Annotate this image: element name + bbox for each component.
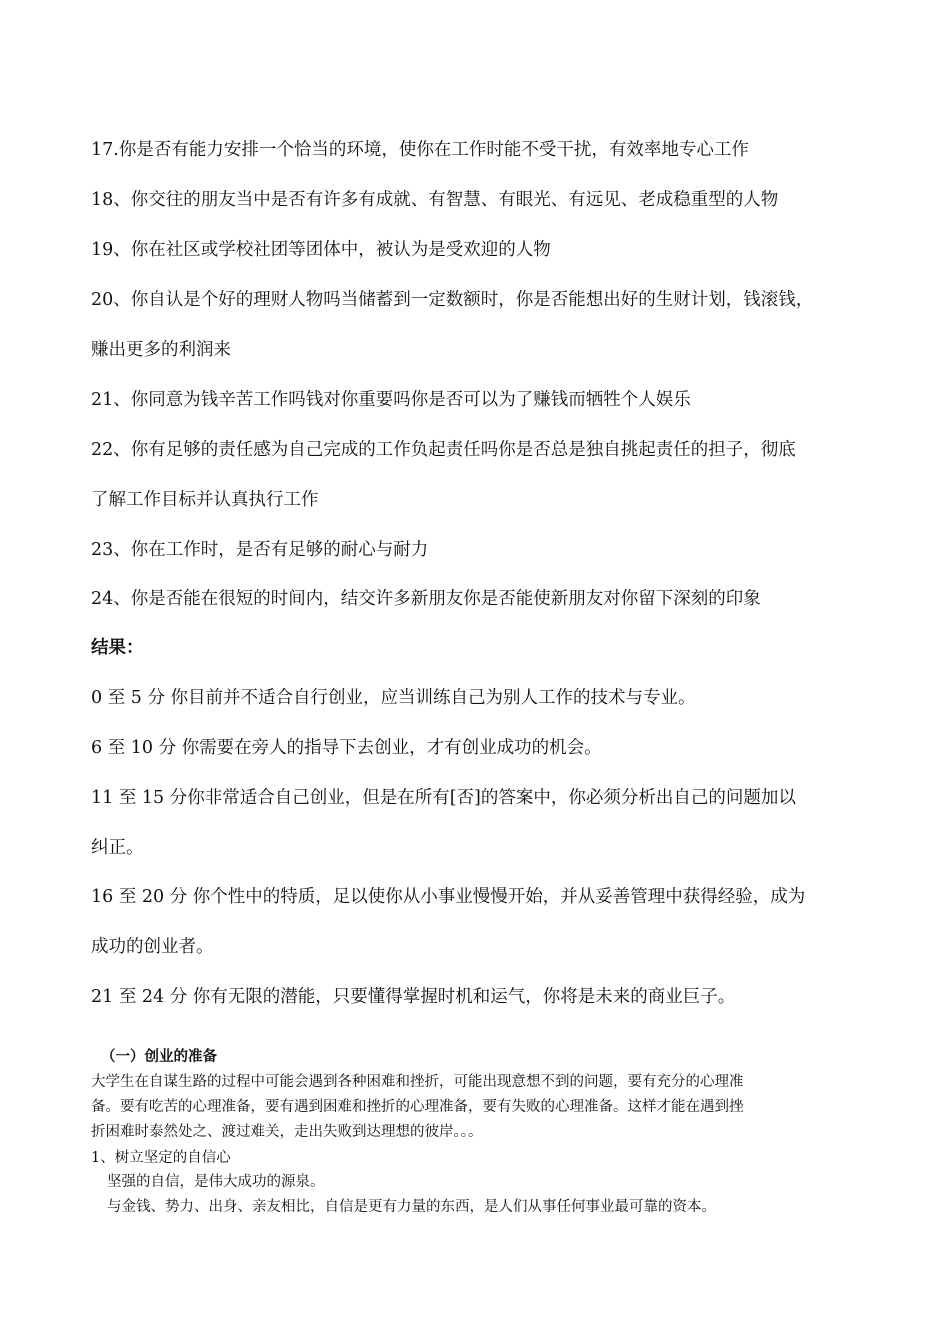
result-16-20-line-1: 16 至 20 分 你个性中的特质，足以使你从小事业慢慢开始，并从妥善管理中获得经验，成为	[91, 887, 806, 907]
point-1-line-1: 坚强的自信，是伟大成功的源泉。	[107, 1174, 325, 1190]
results-heading: 结果：	[91, 638, 144, 658]
result-21-24: 21 至 24 分 你有无限的潜能，只要懂得掌握时机和运气，你将是未来的商业巨子。	[91, 987, 736, 1007]
section-intro-line-2: 备。要有吃苦的心理准备，要有遇到困难和挫折的心理准备，要有失败的心理准备。这样才能在遇到挫	[91, 1099, 744, 1115]
section-intro-line-3: 折困难时泰然处之、渡过难关，走出失败到达理想的彼岸。。。	[91, 1124, 483, 1140]
question-21: 21、你同意为钱辛苦工作吗钱对你重要吗你是否可以为了赚钱而牺牲个人娱乐	[91, 390, 691, 410]
question-22-line-2: 了解工作目标并认真执行工作	[91, 490, 319, 510]
question-24: 24、你是否能在很短的时间内，结交许多新朋友你是否能使新朋友对你留下深刻的印象	[91, 589, 761, 609]
question-20-line-2: 赚出更多的利润来	[91, 340, 231, 360]
question-22-line-1: 22、你有足够的责任感为自己完成的工作负起责任吗你是否总是独自挑起责任的担子，彻底	[91, 440, 796, 460]
point-1-title: 1、树立坚定的自信心	[91, 1150, 231, 1166]
question-19: 19、你在社区或学校社团等团体中，被认为是受欢迎的人物	[91, 240, 551, 260]
result-11-15-line-1: 11 至 15 分你非常适合自己创业，但是在所有[否]的答案中，你必须分析出自己的问题加以	[91, 788, 796, 808]
result-11-15-line-2: 纠正。	[91, 838, 144, 858]
question-20-line-1: 20、你自认是个好的理财人物吗当储蓄到一定数额时，你是否能想出好的生财计划，钱滚钱，	[91, 290, 814, 310]
result-6-10: 6 至 10 分 你需要在旁人的指导下去创业，才有创业成功的机会。	[91, 738, 602, 758]
section-heading: （一）创业的准备	[101, 1049, 217, 1065]
point-1-line-2: 与金钱、势力、出身、亲友相比，自信是更有力量的东西，是人们从事任何事业最可靠的资本。	[107, 1199, 716, 1215]
question-23: 23、你在工作时，是否有足够的耐心与耐力	[91, 540, 429, 560]
result-16-20-line-2: 成功的创业者。	[91, 937, 214, 957]
result-0-5: 0 至 5 分 你目前并不适合自行创业，应当训练自己为别人工作的技术与专业。	[91, 688, 696, 708]
question-18: 18、你交往的朋友当中是否有许多有成就、有智慧、有眼光、有远见、老成稳重型的人物	[91, 190, 779, 210]
question-17: 17.你是否有能力安排一个恰当的环境，使你在工作时能不受干扰，有效率地专心工作	[91, 140, 749, 160]
section-intro-line-1: 大学生在自谋生路的过程中可能会遇到各种困难和挫折，可能出现意想不到的问题，要有充分的心理准	[91, 1074, 744, 1090]
